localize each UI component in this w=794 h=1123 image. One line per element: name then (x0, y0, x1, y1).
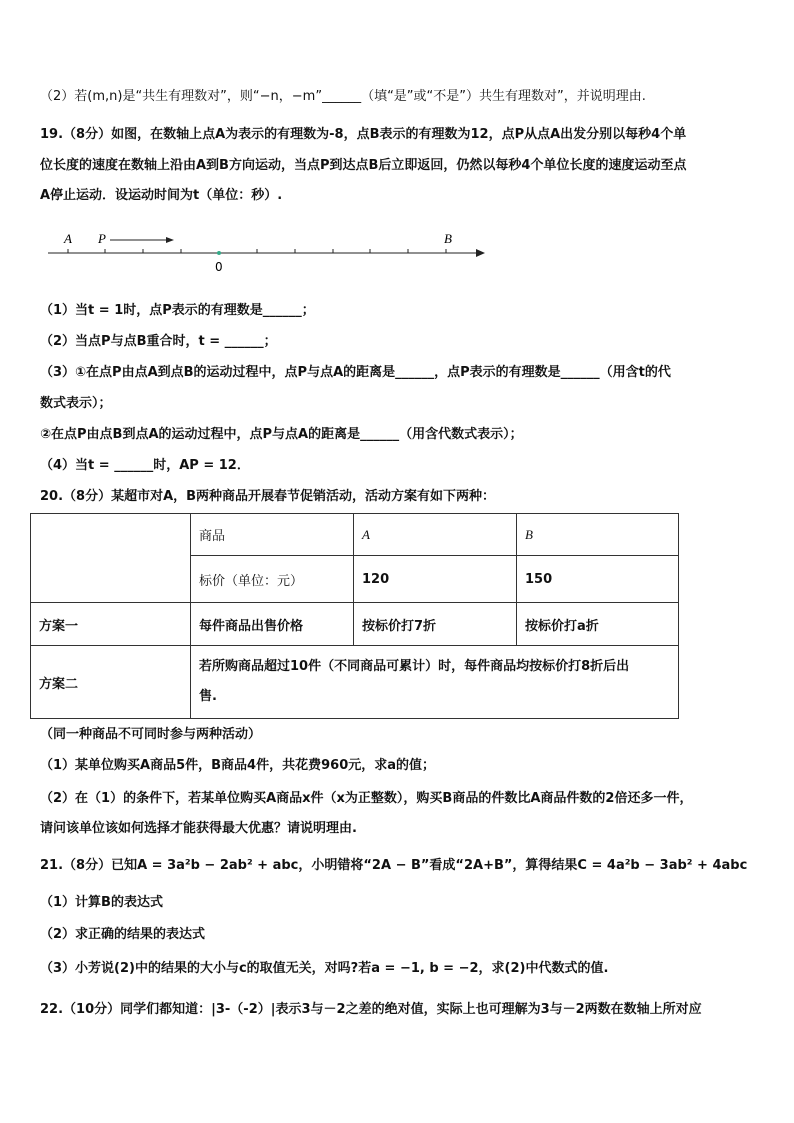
motion-arrowhead (166, 237, 174, 243)
q19-stem-line1: 19.（8分）如图，在数轴上点A为表示的有理数为-8，点B表示的有理数为12，点P从点A出发分别以每秒4个单 (40, 127, 687, 142)
q19-part4: （4）当t = ______时，AP = 12． (40, 458, 250, 473)
q19-part3-line3: ②在点P由点B到点A的运动过程中，点P与点A的距离是______（用含代数式表示）； (40, 427, 523, 442)
number-line-arrowhead (476, 249, 485, 257)
q19-stem-line3: A停止运动．设运动时间为t（单位：秒）. (40, 188, 283, 203)
table-plan1-A: 按标价打7折 (354, 603, 517, 646)
table-plan2-label: 方案二 (31, 646, 191, 719)
q19-stem-line2: 位长度的速度在数轴上沿由A到B方向运动，当点P到达点B后立即返回，仍然以每秒4个单位长度的速度运动至点 (40, 158, 687, 173)
table-header-A: A (354, 514, 517, 556)
table-header-item: 商品 (191, 514, 354, 556)
table-header-B: B (517, 514, 679, 556)
table-price-label: 标价（单位：元） (191, 556, 354, 603)
label-0: 0 (215, 260, 223, 274)
q19-part3-line1: （3）①在点P由点A到点B的运动过程中，点P与点A的距离是______，点P表示的有理数是______（用含t的代 (40, 365, 671, 380)
q22-stem: 22.（10分）同学们都知道：|3-（-2）|表示3与－2之差的绝对值，实际上也可理解为3与－2两数在数轴上所对应 (40, 1002, 702, 1017)
q20-part2-line2: 请问该单位该如何选择才能获得最大优惠？请说明理由. (40, 821, 357, 836)
q20-note: （同一种商品不可同时参与两种活动） (40, 727, 262, 742)
q21-stem: 21.（8分）已知A = 3a²b − 2ab² + abc，小明错将“2A − B”看成“2A+B”，算得结果C = 4a²b − 3ab² + 4abc (40, 858, 748, 873)
number-line-figure (40, 225, 485, 275)
q18-part2: （2）若(m,n)是“共生有理数对”，则“−n，−m”______（填“是”或“不是”）共生有理数对”，并说明理由. (40, 89, 646, 104)
q19-part2: （2）当点P与点B重合时，t = ______； (40, 334, 277, 349)
q20-part1: （1）某单位购买A商品5件，B商品4件，共花费960元，求a的值； (40, 758, 436, 773)
table-corner-cell (31, 514, 191, 603)
table-plan1-B: 按标价打a折 (517, 603, 679, 646)
q19-part3-line2: 数式表示）； (40, 396, 112, 411)
table-plan2-desc (191, 646, 679, 719)
label-P: P (98, 231, 106, 246)
table-price-A: 120 (354, 556, 517, 603)
q19-part1: （1）当t = 1时，点P表示的有理数是______； (40, 303, 315, 318)
promotion-table (30, 513, 679, 719)
q21-part3: （3）小芳说(2)中的结果的大小与c的取值无关，对吗?若a = −1, b = −2，求(2)中代数式的值. (40, 961, 609, 976)
table-price-B: 150 (517, 556, 679, 603)
label-A: A (64, 231, 72, 246)
table-plan2-desc-line2: 售. (199, 689, 217, 704)
q21-part2: （2）求正确的结果的表达式 (40, 927, 206, 942)
q21-part1: （1）计算B的表达式 (40, 895, 163, 910)
table-plan1-label: 方案一 (31, 603, 191, 646)
q20-stem: 20.（8分）某超市对A，B两种商品开展春节促销活动，活动方案有如下两种： (40, 489, 496, 504)
table-plan1-desc: 每件商品出售价格 (191, 603, 354, 646)
q20-part2-line1: （2）在（1）的条件下，若某单位购买A商品x件（x为正整数），购买B商品的件数比A商品件数的2倍还多一件， (40, 791, 693, 806)
number-line-ticks (68, 249, 446, 253)
table-plan2-desc-line1: 若所购商品超过10件（不同商品可累计）时，每件商品均按标价打8折后出 (199, 659, 630, 674)
origin-point (217, 251, 221, 255)
label-B: B (444, 231, 452, 246)
